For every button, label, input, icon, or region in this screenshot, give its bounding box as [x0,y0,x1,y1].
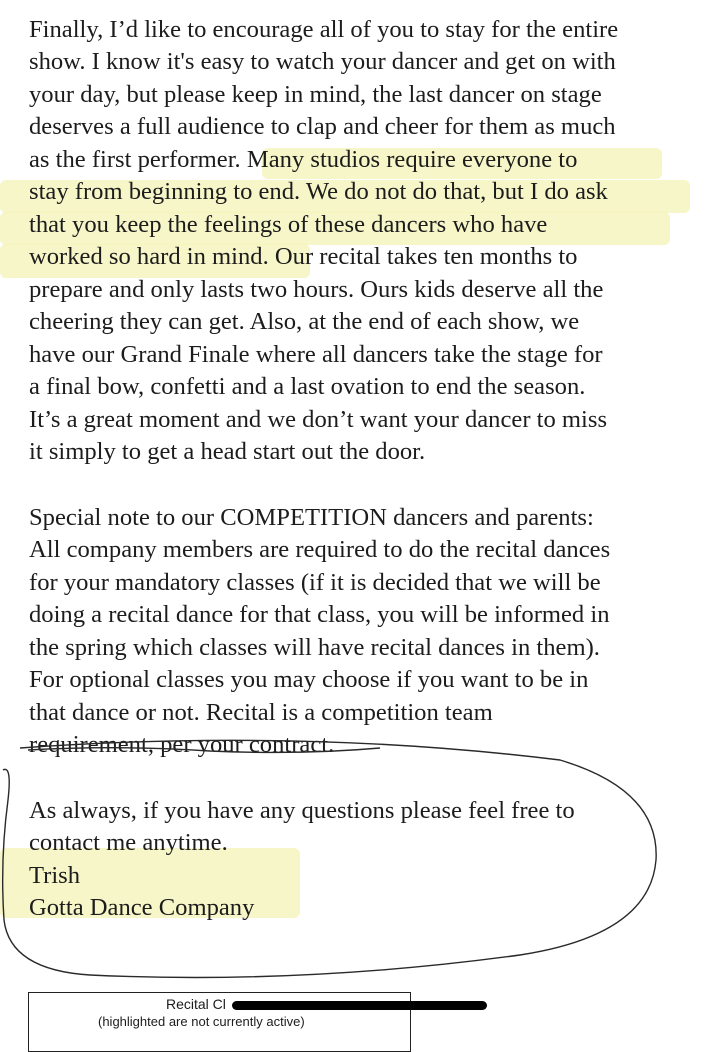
strike-through-scribble [28,748,380,753]
letter-line: as the first performer. Many studios require everyone to [29,146,578,173]
signature-organization: Gotta Dance Company [29,894,255,921]
letter-line: contact me anytime. [29,829,228,856]
letter-line: doing a recital dance for that class, you will be informed in [29,601,610,628]
redaction-bar [232,1001,487,1010]
letter-line: prepare and only lasts two hours. Ours kids deserve all the [29,276,604,303]
letter-line: it simply to get a head start out the door. [29,438,426,465]
letter-line: a final bow, confetti and a last ovation to end the season. [29,373,586,400]
letter-line: that you keep the feelings of these dancers who have [29,211,548,238]
letter-line: All company members are required to do the recital dances [29,536,611,563]
letter-line: the spring which classes will have recital dances in them). [29,634,600,661]
letter-line: have our Grand Finale where all dancers take the stage for [29,341,603,368]
letter-line: for your mandatory classes (if it is decided that we will be [29,569,601,596]
box-title: Recital Cl [166,996,226,1012]
letter-line: It’s a great moment and we don’t want your dancer to miss [29,406,608,433]
letter-line: requirement, per your contract. [29,731,335,758]
hand-drawn-circle [3,740,656,977]
letter-line: Special note to our COMPETITION dancers and parents: [29,504,594,531]
letter-line: show. I know it's easy to watch your dancer and get on with [29,48,616,75]
letter-line: your day, but please keep in mind, the last dancer on stage [29,81,602,108]
letter-line: For optional classes you may choose if you want to be in [29,666,589,693]
letter-line: that dance or not. Recital is a competition team [29,699,493,726]
signature-name: Trish [29,862,81,889]
letter-line: As always, if you have any questions please feel free to [29,797,575,824]
letter-line: worked so hard in mind. Our recital takes ten months to [29,243,578,270]
letter-line: deserves a full audience to clap and cheer for them as much [29,113,616,140]
box-subtitle: (highlighted are not currently active) [98,1014,305,1029]
letter-line: cheering they can get. Also, at the end of each show, we [29,308,580,335]
letter-line: Finally, I’d like to encourage all of you to stay for the entire [29,16,619,43]
letter-line: stay from beginning to end. We do not do that, but I do ask [29,178,608,205]
